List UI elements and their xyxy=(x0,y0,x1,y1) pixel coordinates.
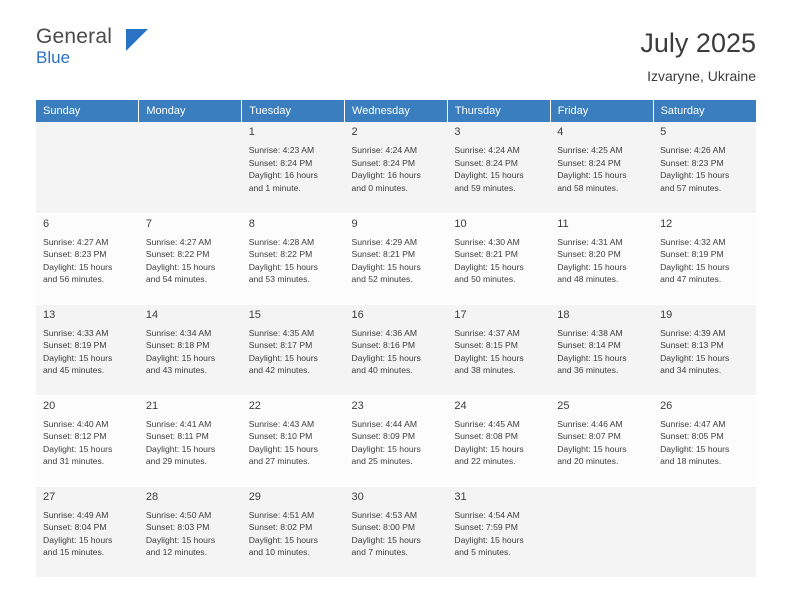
calendar-week-row xyxy=(36,122,756,213)
page-title: July 2025 xyxy=(640,28,756,58)
day-number: 31 xyxy=(454,490,467,503)
sunset-text: Sunset: 8:20 PM xyxy=(557,249,621,260)
sunrise-text: Sunrise: 4:47 AM xyxy=(660,418,726,429)
sunset-text: Sunset: 8:21 PM xyxy=(351,249,416,260)
day-info xyxy=(352,236,441,286)
day-info xyxy=(146,418,235,468)
day-info xyxy=(557,236,646,286)
daylight-text-line2: and 48 minutes. xyxy=(557,274,619,285)
day-info xyxy=(43,327,132,377)
day-number: 21 xyxy=(145,399,159,412)
sunset-text: Sunset: 8:14 PM xyxy=(557,340,621,351)
day-cell[interactable] xyxy=(139,213,242,304)
day-number: 25 xyxy=(557,399,570,412)
day-number: 2 xyxy=(351,126,358,138)
sunrise-text: Sunrise: 4:41 AM xyxy=(145,418,212,429)
daylight-text-line2: and 43 minutes. xyxy=(145,365,207,376)
day-cell[interactable] xyxy=(345,213,448,304)
day-cell[interactable] xyxy=(345,395,448,486)
day-cell[interactable] xyxy=(345,304,448,395)
sunrise-text: Sunrise: 4:53 AM xyxy=(351,509,417,520)
day-info xyxy=(352,144,441,194)
sunrise-text: Sunrise: 4:34 AM xyxy=(145,327,212,338)
day-cell[interactable] xyxy=(242,122,345,213)
sunset-text: Sunset: 8:03 PM xyxy=(145,522,210,533)
day-cell[interactable] xyxy=(36,486,139,577)
sunrise-text: Sunrise: 4:24 AM xyxy=(454,145,520,155)
sunset-text: Sunset: 8:23 PM xyxy=(660,157,724,168)
day-number: 7 xyxy=(145,217,152,230)
daylight-text-line2: and 12 minutes. xyxy=(145,547,207,558)
day-cell[interactable] xyxy=(242,213,345,304)
daylight-text-line1: Daylight: 15 hours xyxy=(454,352,524,363)
daylight-text-line2: and 40 minutes. xyxy=(351,365,413,376)
daylight-text-line1: Daylight: 16 hours xyxy=(248,170,318,181)
daylight-text-line2: and 5 minutes. xyxy=(454,547,511,558)
weekday-header-saturday: Saturday xyxy=(653,100,756,122)
sunrise-text: Sunrise: 4:28 AM xyxy=(248,236,315,247)
day-cell[interactable] xyxy=(345,122,448,213)
sunrise-text: Sunrise: 4:54 AM xyxy=(454,509,520,520)
day-info xyxy=(454,418,543,468)
day-cell-empty xyxy=(550,486,653,577)
daylight-text-line2: and 38 minutes. xyxy=(454,365,516,376)
daylight-text-line1: Daylight: 15 hours xyxy=(43,534,113,545)
sunrise-text: Sunrise: 4:27 AM xyxy=(43,236,109,247)
sunset-text: Sunset: 8:02 PM xyxy=(248,522,313,533)
day-cell[interactable] xyxy=(550,213,653,304)
sunset-text: Sunset: 8:22 PM xyxy=(145,249,210,260)
daylight-text-line2: and 56 minutes. xyxy=(43,274,105,285)
day-cell[interactable] xyxy=(139,304,242,395)
sunrise-text: Sunrise: 4:51 AM xyxy=(248,509,315,520)
day-number: 19 xyxy=(660,308,673,321)
sunset-text: Sunset: 8:17 PM xyxy=(248,340,313,351)
sunrise-text: Sunrise: 4:29 AM xyxy=(351,236,417,247)
daylight-text-line2: and 1 minute. xyxy=(248,182,301,193)
sunset-text: Sunset: 8:11 PM xyxy=(145,431,209,442)
sunset-text: Sunset: 8:09 PM xyxy=(351,431,416,442)
day-info xyxy=(249,327,338,377)
sunrise-text: Sunrise: 4:38 AM xyxy=(557,327,623,338)
sunrise-text: Sunrise: 4:26 AM xyxy=(660,145,726,155)
calendar-week-row xyxy=(36,213,756,304)
sunrise-text: Sunrise: 4:39 AM xyxy=(660,327,726,338)
daylight-text-line2: and 59 minutes. xyxy=(454,182,516,193)
daylight-text-line2: and 47 minutes. xyxy=(660,274,722,285)
daylight-text-line2: and 58 minutes. xyxy=(557,182,619,193)
logo-text-general: General xyxy=(36,25,113,48)
day-info xyxy=(660,236,749,286)
calendar-week-row xyxy=(36,486,756,577)
day-number: 10 xyxy=(454,217,467,230)
weekday-header-sunday: Sunday xyxy=(36,100,139,122)
sunset-text: Sunset: 8:21 PM xyxy=(454,249,518,260)
daylight-text-line1: Daylight: 15 hours xyxy=(351,261,421,272)
day-cell[interactable] xyxy=(242,486,345,577)
sunrise-text: Sunrise: 4:37 AM xyxy=(454,327,520,338)
sunset-text: Sunset: 8:24 PM xyxy=(454,157,518,168)
daylight-text-line1: Daylight: 15 hours xyxy=(454,534,524,545)
day-number: 11 xyxy=(557,217,569,230)
day-cell[interactable] xyxy=(447,122,550,213)
day-info xyxy=(454,236,543,286)
daylight-text-line2: and 25 minutes. xyxy=(351,456,413,467)
day-number: 3 xyxy=(454,126,461,138)
sunrise-text: Sunrise: 4:45 AM xyxy=(454,418,520,429)
sunrise-text: Sunrise: 4:44 AM xyxy=(351,418,417,429)
day-number: 8 xyxy=(248,217,255,230)
sunset-text: Sunset: 8:18 PM xyxy=(145,340,210,351)
daylight-text-line1: Daylight: 15 hours xyxy=(660,170,730,181)
sunrise-text: Sunrise: 4:36 AM xyxy=(351,327,417,338)
day-cell[interactable] xyxy=(345,486,448,577)
daylight-text-line2: and 50 minutes. xyxy=(454,274,516,285)
daylight-text-line2: and 27 minutes. xyxy=(248,456,310,467)
daylight-text-line1: Daylight: 16 hours xyxy=(351,170,421,181)
day-info xyxy=(660,418,749,468)
day-cell[interactable] xyxy=(447,486,550,577)
daylight-text-line2: and 53 minutes. xyxy=(248,274,310,285)
day-info xyxy=(454,509,543,559)
day-cell[interactable] xyxy=(36,395,139,486)
day-number: 12 xyxy=(660,217,673,230)
daylight-text-line1: Daylight: 15 hours xyxy=(248,443,318,454)
daylight-text-line1: Daylight: 15 hours xyxy=(557,261,627,272)
day-number: 23 xyxy=(351,399,364,412)
sunrise-sunset-calendar xyxy=(36,100,756,578)
day-info xyxy=(454,327,543,377)
sunrise-text: Sunrise: 4:49 AM xyxy=(43,509,109,520)
day-info xyxy=(454,144,543,194)
title-block xyxy=(640,26,756,84)
sunset-text: Sunset: 7:59 PM xyxy=(454,522,518,533)
sunset-text: Sunset: 8:19 PM xyxy=(43,340,107,351)
daylight-text-line2: and 15 minutes. xyxy=(43,547,105,558)
day-info xyxy=(43,418,132,468)
day-info xyxy=(660,144,749,194)
sunrise-text: Sunrise: 4:35 AM xyxy=(248,327,315,338)
day-info xyxy=(557,144,646,194)
sunrise-text: Sunrise: 4:24 AM xyxy=(351,145,417,155)
daylight-text-line2: and 22 minutes. xyxy=(454,456,516,467)
sunset-text: Sunset: 8:16 PM xyxy=(351,340,416,351)
sunrise-text: Sunrise: 4:23 AM xyxy=(248,145,315,155)
day-number: 16 xyxy=(351,308,364,321)
day-info xyxy=(146,509,235,559)
day-cell[interactable] xyxy=(653,304,756,395)
daylight-text-line2: and 29 minutes. xyxy=(145,456,207,467)
day-number: 6 xyxy=(43,217,50,230)
sunset-text: Sunset: 8:04 PM xyxy=(43,522,107,533)
day-number: 5 xyxy=(660,126,667,138)
sunrise-text: Sunrise: 4:40 AM xyxy=(43,418,109,429)
weekday-header-thursday: Thursday xyxy=(447,100,550,122)
daylight-text-line2: and 0 minutes. xyxy=(351,182,408,193)
sunset-text: Sunset: 8:19 PM xyxy=(660,249,724,260)
day-cell[interactable] xyxy=(550,304,653,395)
sunrise-text: Sunrise: 4:43 AM xyxy=(248,418,315,429)
daylight-text-line1: Daylight: 15 hours xyxy=(351,352,421,363)
daylight-text-line1: Daylight: 15 hours xyxy=(351,443,421,454)
daylight-text-line2: and 20 minutes. xyxy=(557,456,619,467)
day-cell-empty xyxy=(139,122,242,213)
day-cell[interactable] xyxy=(242,395,345,486)
day-number: 22 xyxy=(248,399,261,412)
sunset-text: Sunset: 8:00 PM xyxy=(351,522,416,533)
day-cell[interactable] xyxy=(550,122,653,213)
triangle-flag-icon xyxy=(126,29,148,51)
day-number: 18 xyxy=(557,308,570,321)
sunset-text: Sunset: 8:10 PM xyxy=(248,431,313,442)
day-cell[interactable] xyxy=(653,122,756,213)
sunset-text: Sunset: 8:24 PM xyxy=(557,157,621,168)
daylight-text-line1: Daylight: 15 hours xyxy=(660,443,730,454)
weekday-header-row xyxy=(36,100,756,122)
sunrise-text: Sunrise: 4:31 AM xyxy=(557,236,623,247)
day-info xyxy=(146,327,235,377)
day-cell[interactable] xyxy=(653,395,756,486)
daylight-text-line1: Daylight: 15 hours xyxy=(43,352,113,363)
sunset-text: Sunset: 8:12 PM xyxy=(43,431,107,442)
daylight-text-line1: Daylight: 15 hours xyxy=(557,352,627,363)
daylight-text-line2: and 34 minutes. xyxy=(660,365,722,376)
day-cell[interactable] xyxy=(139,486,242,577)
sunset-text: Sunset: 8:05 PM xyxy=(660,431,724,442)
day-number: 15 xyxy=(248,308,261,321)
day-number: 29 xyxy=(248,490,261,503)
daylight-text-line1: Daylight: 15 hours xyxy=(248,352,318,363)
weekday-header-monday: Monday xyxy=(139,100,242,122)
logo-text-blue: Blue xyxy=(36,48,71,67)
daylight-text-line1: Daylight: 15 hours xyxy=(351,534,421,545)
daylight-text-line1: Daylight: 15 hours xyxy=(557,170,627,181)
sunset-text: Sunset: 8:13 PM xyxy=(660,340,724,351)
day-cell-empty xyxy=(653,486,756,577)
sunrise-text: Sunrise: 4:32 AM xyxy=(660,236,726,247)
calendar-body xyxy=(36,122,756,577)
day-cell[interactable] xyxy=(653,213,756,304)
daylight-text-line1: Daylight: 15 hours xyxy=(454,261,524,272)
day-number: 9 xyxy=(351,217,358,230)
calendar-week-row xyxy=(36,395,756,486)
daylight-text-line1: Daylight: 15 hours xyxy=(43,443,113,454)
daylight-text-line2: and 57 minutes. xyxy=(660,182,722,193)
day-info xyxy=(352,509,441,559)
sunrise-text: Sunrise: 4:33 AM xyxy=(43,327,109,338)
day-info xyxy=(249,418,338,468)
day-number: 28 xyxy=(145,490,159,503)
day-number: 30 xyxy=(351,490,364,503)
day-info xyxy=(352,327,441,377)
day-cell[interactable] xyxy=(550,395,653,486)
day-info xyxy=(660,327,749,377)
daylight-text-line1: Daylight: 15 hours xyxy=(248,534,318,545)
day-number: 17 xyxy=(454,308,467,321)
day-cell-empty xyxy=(36,122,139,213)
sunset-text: Sunset: 8:22 PM xyxy=(248,249,313,260)
daylight-text-line2: and 42 minutes. xyxy=(248,365,310,376)
daylight-text-line2: and 52 minutes. xyxy=(351,274,413,285)
sunrise-text: Sunrise: 4:50 AM xyxy=(145,509,212,520)
day-info xyxy=(557,327,646,377)
day-cell[interactable] xyxy=(447,304,550,395)
daylight-text-line2: and 10 minutes. xyxy=(248,547,310,558)
day-info xyxy=(249,144,338,194)
location-label: Izvaryne, Ukraine xyxy=(647,68,756,84)
daylight-text-line1: Daylight: 15 hours xyxy=(145,534,216,545)
daylight-text-line1: Daylight: 15 hours xyxy=(145,443,216,454)
daylight-text-line1: Daylight: 15 hours xyxy=(660,352,730,363)
day-info xyxy=(146,236,235,286)
daylight-text-line2: and 31 minutes. xyxy=(43,456,105,467)
daylight-text-line2: and 54 minutes. xyxy=(145,274,207,285)
day-info xyxy=(352,418,441,468)
sunset-text: Sunset: 8:08 PM xyxy=(454,431,518,442)
daylight-text-line1: Daylight: 15 hours xyxy=(248,261,318,272)
day-cell[interactable] xyxy=(242,304,345,395)
daylight-text-line2: and 7 minutes. xyxy=(351,547,408,558)
day-info xyxy=(43,236,132,286)
sunset-text: Sunset: 8:24 PM xyxy=(351,157,416,168)
day-number: 4 xyxy=(557,126,564,138)
page-header xyxy=(0,0,792,84)
day-cell[interactable] xyxy=(447,213,550,304)
day-number: 20 xyxy=(43,399,56,412)
daylight-text-line1: Daylight: 15 hours xyxy=(557,443,627,454)
sunrise-text: Sunrise: 4:25 AM xyxy=(557,145,623,155)
sunrise-text: Sunrise: 4:27 AM xyxy=(145,236,212,247)
day-cell[interactable] xyxy=(447,395,550,486)
calendar-week-row xyxy=(36,304,756,395)
day-number: 27 xyxy=(43,490,56,503)
daylight-text-line1: Daylight: 15 hours xyxy=(145,261,216,272)
daylight-text-line1: Daylight: 15 hours xyxy=(145,352,216,363)
day-number: 13 xyxy=(43,308,56,321)
daylight-text-line1: Daylight: 15 hours xyxy=(454,443,524,454)
day-info xyxy=(43,509,132,559)
day-cell[interactable] xyxy=(36,213,139,304)
weekday-header-wednesday: Wednesday xyxy=(345,100,448,122)
sunset-text: Sunset: 8:23 PM xyxy=(43,249,107,260)
logo xyxy=(36,26,156,72)
day-info xyxy=(249,236,338,286)
sunrise-text: Sunrise: 4:46 AM xyxy=(557,418,623,429)
daylight-text-line2: and 45 minutes. xyxy=(43,365,105,376)
weekday-header-friday: Friday xyxy=(550,100,653,122)
daylight-text-line1: Daylight: 15 hours xyxy=(43,261,113,272)
daylight-text-line2: and 18 minutes. xyxy=(660,456,722,467)
sunset-text: Sunset: 8:15 PM xyxy=(454,340,518,351)
sunset-text: Sunset: 8:07 PM xyxy=(557,431,621,442)
day-info xyxy=(557,418,646,468)
day-number: 24 xyxy=(454,399,467,412)
daylight-text-line2: and 36 minutes. xyxy=(557,365,619,376)
daylight-text-line1: Daylight: 15 hours xyxy=(660,261,730,272)
day-cell[interactable] xyxy=(36,304,139,395)
day-number: 1 xyxy=(248,126,255,138)
day-cell[interactable] xyxy=(139,395,242,486)
sunrise-text: Sunrise: 4:30 AM xyxy=(454,236,520,247)
sunset-text: Sunset: 8:24 PM xyxy=(248,157,313,168)
day-info xyxy=(249,509,338,559)
weekday-header-tuesday: Tuesday xyxy=(242,100,345,122)
day-number: 26 xyxy=(660,399,673,412)
daylight-text-line1: Daylight: 15 hours xyxy=(454,170,524,181)
day-number: 14 xyxy=(145,308,159,321)
